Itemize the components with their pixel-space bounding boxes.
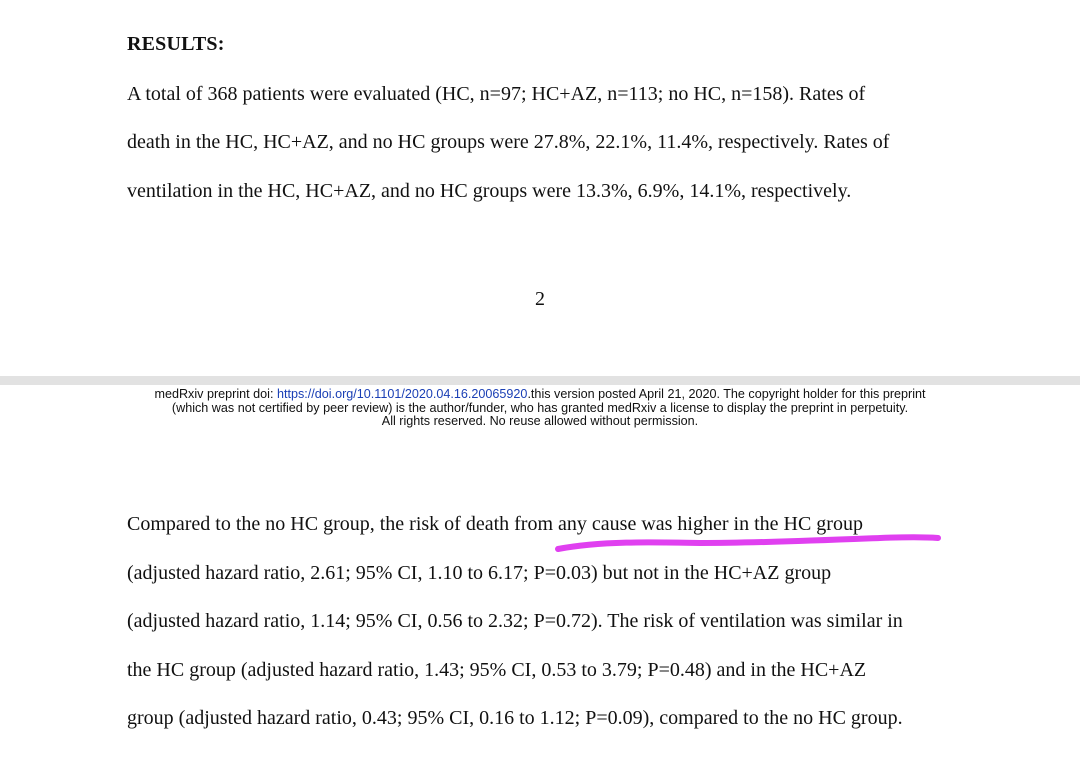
results-line-1: A total of 368 patients were evaluated (HC, n=97; HC+AZ, n=113; no HC, n=158). Rates of — [127, 83, 866, 105]
preprint-header-line-1 — [0, 388, 1080, 402]
page-separator — [0, 376, 1080, 385]
document-page-upper — [0, 0, 1080, 376]
comparison-line-2: (adjusted hazard ratio, 2.61; 95% CI, 1.10 to 6.17; P=0.03) but not in the HC+AZ group — [127, 562, 832, 584]
comparison-line-4: the HC group (adjusted hazard ratio, 1.43; 95% CI, 0.53 to 3.79; P=0.48) and in the HC+AZ — [127, 659, 867, 681]
results-heading: RESULTS: — [127, 33, 225, 55]
comparison-line-1: Compared to the no HC group, the risk of death from any cause was higher in the HC group — [127, 513, 863, 535]
results-line-2: death in the HC, HC+AZ, and no HC groups were 27.8%, 22.1%, 11.4%, respectively. Rates of — [127, 131, 890, 153]
preprint-header-notice — [0, 388, 1080, 429]
page-number: 2 — [535, 288, 545, 310]
results-line-3: ventilation in the HC, HC+AZ, and no HC groups were 13.3%, 6.9%, 14.1%, respectively. — [127, 180, 852, 202]
preprint-header-prefix: medRxiv preprint doi: — [154, 387, 277, 401]
preprint-header-line-2: (which was not certified by peer review) is the author/funder, who has granted medRxiv a license to display the preprint in perpetuity. — [171, 400, 909, 415]
preprint-header-line-3: All rights reserved. No reuse allowed without permission. — [381, 414, 699, 428]
comparison-line-3: (adjusted hazard ratio, 1.14; 95% CI, 0.56 to 2.32; P=0.72). The risk of ventilation was similar in — [127, 610, 903, 632]
comparison-line-5: group (adjusted hazard ratio, 0.43; 95% CI, 0.16 to 1.12; P=0.09), compared to the no HC group. — [127, 707, 903, 729]
doi-link[interactable]: https://doi.org/10.1101/2020.04.16.20065920 — [276, 387, 528, 401]
preprint-header-suffix: .this version posted April 21, 2020. The copyright holder for this preprint — [527, 387, 926, 401]
